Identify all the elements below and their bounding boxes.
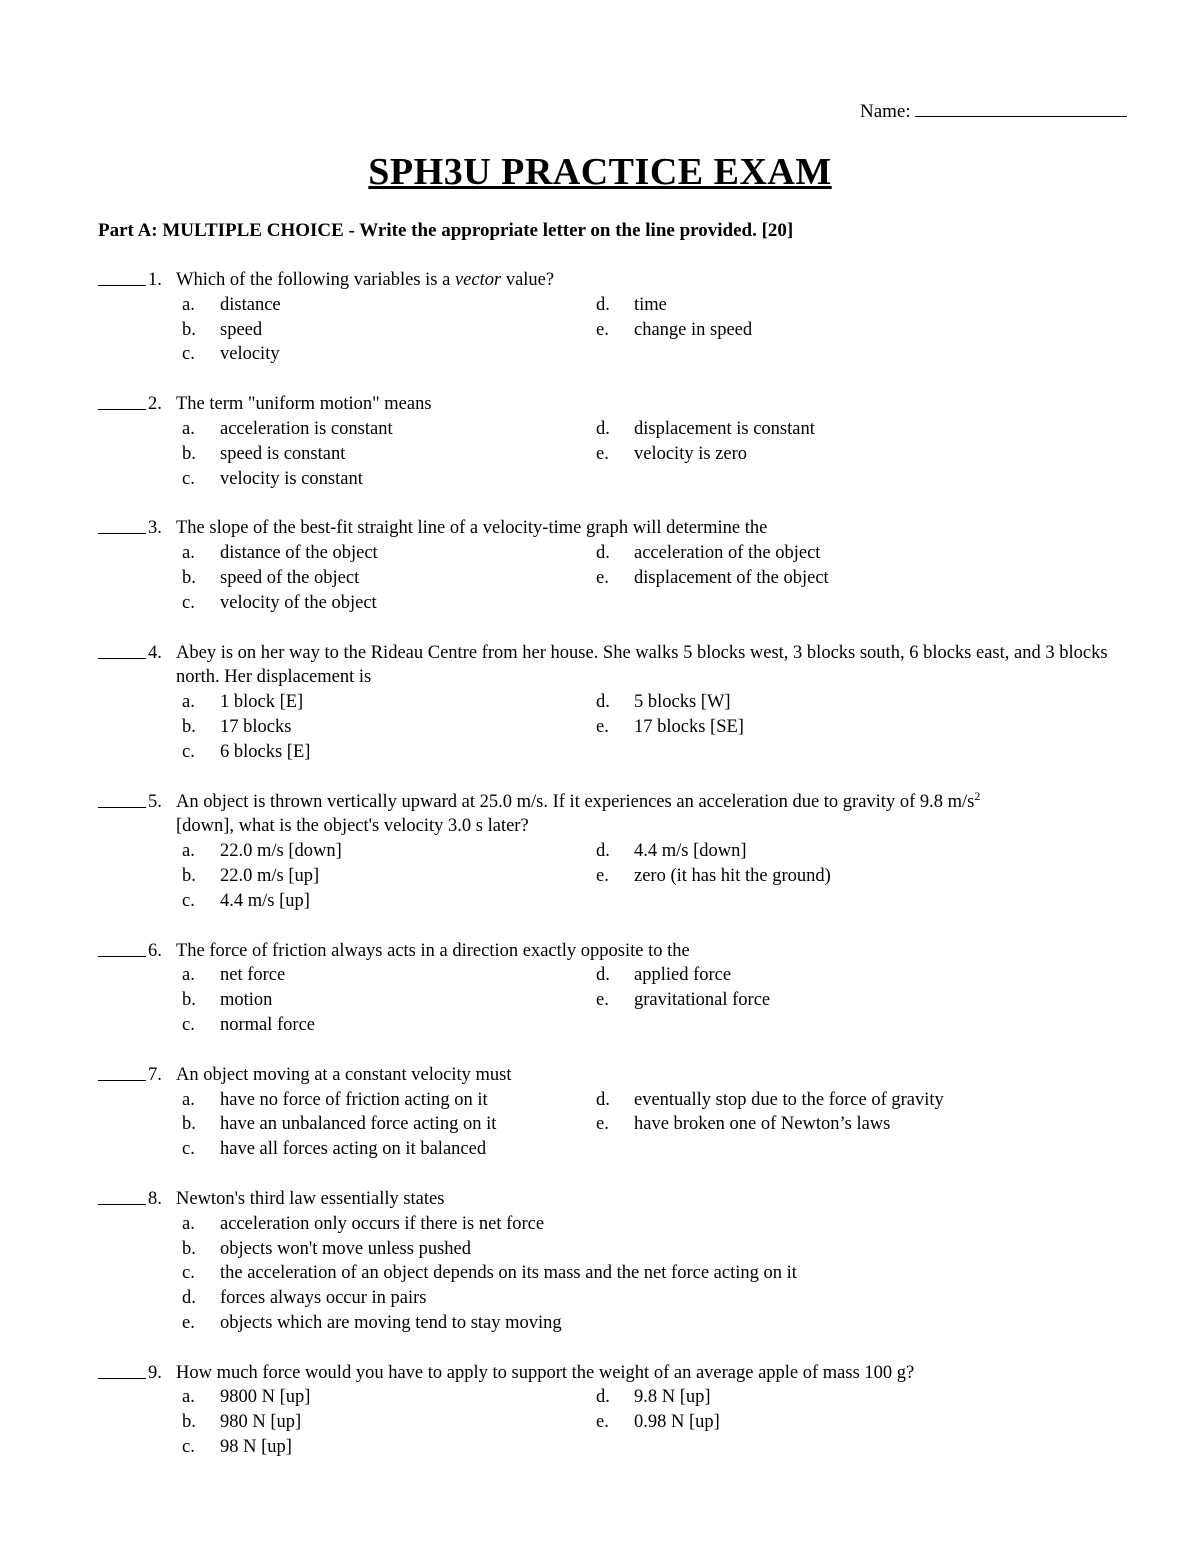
- answer-blank[interactable]: [98, 939, 146, 957]
- option: c. have all forces acting on it balanced: [182, 1139, 487, 1160]
- option: a. net force: [182, 965, 286, 986]
- option: b. speed is constant: [182, 443, 346, 464]
- question-number: 9.: [148, 1362, 162, 1383]
- name-blank-line[interactable]: [915, 100, 1127, 117]
- option: b. speed: [182, 319, 263, 340]
- question-number: 7.: [148, 1064, 162, 1085]
- question-1: [98, 268, 1138, 367]
- question-6: [98, 939, 1138, 1038]
- option: e. 0.98 N [up]: [596, 1412, 720, 1433]
- option: b. objects won't move unless pushed: [182, 1238, 471, 1259]
- option-list: [182, 963, 1138, 1037]
- question-text: The force of friction always acts in a direction exactly opposite to the: [176, 940, 690, 961]
- option: d. 5 blocks [W]: [596, 692, 731, 713]
- option: a. 1 block [E]: [182, 692, 304, 713]
- option: e. gravitational force: [596, 990, 771, 1011]
- question-number: 3.: [148, 518, 162, 539]
- question-4: [98, 641, 1138, 765]
- superscript: 2: [974, 788, 981, 803]
- option: c. velocity of the object: [182, 592, 377, 613]
- question-text: The term "uniform motion" means: [176, 394, 432, 415]
- option: a. have no force of friction acting on it: [182, 1089, 488, 1110]
- option: c. velocity: [182, 344, 280, 365]
- option: b. motion: [182, 990, 273, 1011]
- page-title: SPH3U PRACTICE EXAM: [368, 151, 832, 193]
- option: c. the acceleration of an object depends on its mass and the net force acting on it: [182, 1263, 797, 1284]
- question-number: 5.: [148, 791, 162, 812]
- option: d. time: [596, 294, 667, 315]
- answer-blank[interactable]: [98, 641, 146, 659]
- option-list: [182, 293, 1138, 367]
- question-text: An object is thrown vertically upward at 25.0 m/s. If it experiences an acceleration due to gravity of 9.8 $m/s^2$ [down], what is the object's velocity 3.0 s later?: [176, 788, 981, 837]
- question-text: The slope of the best-fit straight line of a velocity-time graph will determine the: [176, 518, 768, 539]
- option-list: [182, 839, 1138, 913]
- answer-blank[interactable]: [98, 1063, 146, 1081]
- option: c. velocity is constant: [182, 468, 363, 489]
- answer-blank[interactable]: [98, 790, 146, 808]
- part-a-instructions: Part A: MULTIPLE CHOICE - Write the appropriate letter on the line provided. [20]: [98, 220, 794, 241]
- option: d. applied force: [596, 965, 732, 986]
- option: e. velocity is zero: [596, 443, 748, 464]
- option: e. have broken one of Newton’s laws: [596, 1114, 891, 1135]
- answer-blank[interactable]: [98, 392, 146, 410]
- option: d. eventually stop due to the force of gravity: [596, 1089, 944, 1110]
- name-label: Name:: [860, 101, 911, 122]
- question-9: [98, 1361, 1138, 1460]
- question-number: 4.: [148, 642, 162, 663]
- option: b. have an unbalanced force acting on it: [182, 1114, 497, 1135]
- name-field: [860, 100, 1127, 123]
- option: c. normal force: [182, 1014, 316, 1035]
- question-text: How much force would you have to apply to support the weight of an average apple of mass 100 g?: [176, 1362, 915, 1383]
- option: d. forces always occur in pairs: [182, 1288, 427, 1309]
- option: d. displacement is constant: [596, 418, 815, 439]
- question-number: 8.: [148, 1188, 162, 1209]
- answer-blank[interactable]: [98, 268, 146, 286]
- option-list: [182, 1088, 1138, 1162]
- question-number: 1.: [148, 270, 162, 290]
- question-list: [98, 268, 1138, 1485]
- option: a. distance of the object: [182, 543, 378, 564]
- option: b. speed of the object: [182, 567, 360, 588]
- option: e. objects which are moving tend to stay moving: [182, 1312, 562, 1333]
- question-7: [98, 1063, 1138, 1162]
- option: c. 4.4 m/s [up]: [182, 890, 310, 911]
- answer-blank[interactable]: [98, 516, 146, 534]
- answer-blank[interactable]: [98, 1361, 146, 1379]
- option: e. 17 blocks [SE]: [596, 716, 744, 737]
- question-text: An object moving at a constant velocity must: [176, 1064, 512, 1085]
- option: a. 9800 N [up]: [182, 1387, 311, 1408]
- option: c. 98 N [up]: [182, 1437, 292, 1458]
- option: a. 22.0 m/s [down]: [182, 841, 342, 862]
- option: a. distance: [182, 294, 281, 315]
- option-list: [182, 417, 1138, 491]
- option: d. 4.4 m/s [down]: [596, 841, 747, 862]
- option-list: [182, 1212, 1138, 1336]
- question-text: Which of the following variables is a vector value?: [176, 270, 555, 290]
- option: c. 6 blocks [E]: [182, 741, 311, 762]
- emphasis-text: vector: [454, 270, 502, 290]
- option-list: [182, 541, 1138, 615]
- answer-blank[interactable]: [98, 1187, 146, 1205]
- option-list: [182, 1385, 1138, 1459]
- option: a. acceleration only occurs if there is net force: [182, 1213, 545, 1234]
- option: e. change in speed: [596, 319, 753, 340]
- question-8: [98, 1187, 1138, 1336]
- question-5: [98, 790, 1138, 914]
- option: b. 17 blocks: [182, 716, 292, 737]
- option: e. displacement of the object: [596, 567, 829, 588]
- question-3: [98, 516, 1138, 615]
- option: b. 980 N [up]: [182, 1412, 302, 1433]
- question-number: 2.: [148, 394, 162, 415]
- option: e. zero (it has hit the ground): [596, 865, 831, 886]
- option: d. 9.8 N [up]: [596, 1387, 711, 1408]
- question-text: Newton's third law essentially states: [176, 1188, 445, 1209]
- option: b. 22.0 m/s [up]: [182, 865, 320, 886]
- question-2: [98, 392, 1138, 491]
- question-text: Abey is on her way to the Rideau Centre from her house. She walks 5 blocks west, 3 blocks south, 6 blocks east, and 3 blocks north. Her displacement is: [176, 642, 1108, 688]
- option: a. acceleration is constant: [182, 418, 393, 439]
- option: d. acceleration of the object: [596, 543, 821, 564]
- option-list: [182, 690, 1138, 764]
- question-number: 6.: [148, 940, 162, 961]
